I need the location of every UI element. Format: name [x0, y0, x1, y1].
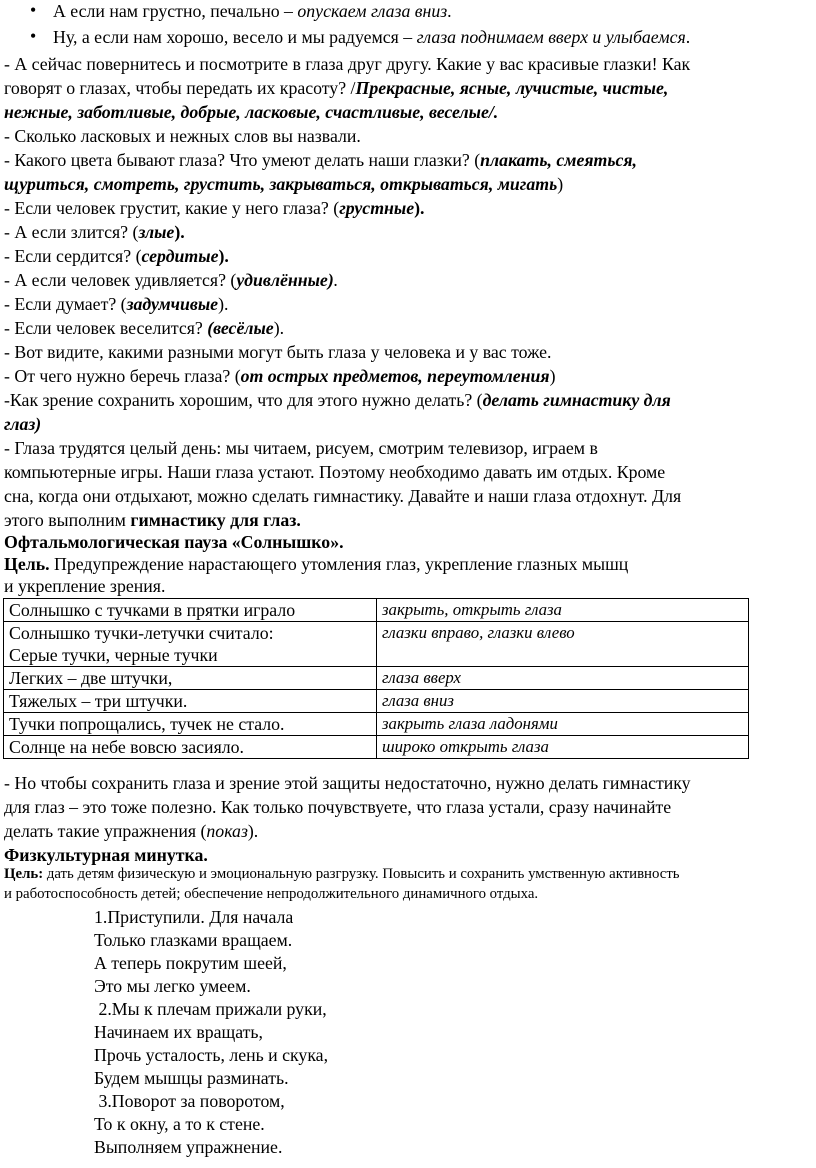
table-cell [4, 736, 377, 759]
table-cell [4, 713, 377, 736]
line-text: - Если думает? ( [4, 294, 127, 314]
poem-line: То к окну, а то к стене. [94, 1114, 265, 1134]
line-text: - Если человек веселится? [4, 318, 208, 338]
line-bold-italic: щуриться, смотреть, грустить, закрываться, открываться, мигать [4, 174, 558, 194]
line-text: говорят о глазах, чтобы передать их красоту? / [4, 78, 356, 98]
bullet-dot: • [30, 26, 37, 46]
text-line: компьютерные игры. Наши глаза устают. Поэтому необходимо давать им отдых. Кроме [4, 462, 666, 482]
text-line: нежные, заботливые, добрые, ласковые, счастливые, веселые/. [4, 102, 499, 122]
poem-line: Начинаем их вращать, [94, 1022, 263, 1042]
line-text: - А если человек удивляется? ( [4, 270, 237, 290]
line-text: ) [549, 366, 556, 386]
line-bold: гимнастику для глаз. [130, 510, 301, 530]
text-line [4, 509, 301, 532]
exercise-table [3, 598, 749, 759]
cell-text: Тяжелых – три штучки. [9, 691, 188, 711]
line-text: этого выполним [4, 510, 131, 530]
text-line: для глаз – это тоже полезно. Как только почувствуете, что глаза устали, сразу начинайте [4, 797, 672, 817]
bullet-text: А если нам грустно, печально – [53, 1, 298, 21]
cell-text: Солнышко тучки-летучки считало: [9, 623, 274, 643]
table-cell: глазки вправо, глазки влево [377, 622, 749, 667]
table-cell [4, 599, 377, 622]
line-bold-italic: сердитые [141, 246, 219, 266]
text-line [4, 149, 637, 172]
line-bold: ). [414, 198, 425, 218]
line-bold-italic: злые [138, 222, 175, 242]
cell-text: Тучки попрощались, тучек не стало. [9, 714, 285, 734]
line-text: Предупреждение нарастающего утомления глаз, укрепление глазных мышц [49, 554, 629, 574]
line-bold-italic: задумчивые [126, 294, 219, 314]
line-text: - Если человек грустит, какие у него глаза? ( [4, 198, 340, 218]
goal-label: Цель. [4, 554, 50, 574]
table-cell: широко открыть глаза [377, 736, 749, 759]
section-heading: Офтальмологическая пауза «Солнышко». [4, 532, 344, 552]
text-line [4, 245, 229, 268]
poem-line: 2.Мы к плечам прижали руки, [94, 999, 327, 1019]
line-text: дать детям физическую и эмоциональную разгрузку. Повысить и сохранить умственную активность [43, 866, 680, 882]
poem-line: Это мы легко умеем. [94, 976, 251, 996]
table-row [4, 622, 749, 667]
text-line [4, 173, 563, 196]
line-text: ) [557, 174, 564, 194]
section-heading: Физкультурная минутка. [4, 845, 208, 865]
text-line [4, 389, 671, 412]
line-bold-italic: Прекрасные, ясные, лучистые, чистые, [355, 78, 669, 98]
line-bold-italic: удивлённые) [236, 270, 334, 290]
bullet-dot: • [30, 0, 37, 20]
bullet-text: Ну, а если нам хорошо, весело и мы радуемся – [53, 27, 417, 47]
line-text: -Как зрение сохранить хорошим, что для этого нужно делать? ( [4, 390, 483, 410]
text-line: - Но чтобы сохранить глаза и зрение этой защиты недостаточно, нужно делать гимнастику [4, 773, 691, 793]
bullet-item [53, 0, 452, 23]
line-bold-italic: (весёлые [207, 318, 274, 338]
line-text: - А сейчас повернитесь и посмотрите в глаза друг другу. Какие у вас красивые глазки! Как [4, 54, 691, 74]
line-bold-italic: от острых предметов, переутомления [240, 366, 550, 386]
text-line [4, 221, 185, 244]
table-row [4, 713, 749, 736]
table-cell [4, 667, 377, 690]
text-line [4, 864, 680, 884]
table-cell: закрыть, открыть глаза [377, 599, 749, 622]
line-italic: . [333, 270, 339, 290]
line-text: ). [247, 821, 259, 841]
table-cell [4, 690, 377, 713]
poem-line: 1.Приступили. Для начала [94, 907, 294, 927]
line-italic: показ [206, 821, 248, 841]
table-row [4, 736, 749, 759]
cell-text: Легких – две штучки, [9, 668, 173, 688]
text-line: и укрепление зрения. [4, 576, 166, 596]
cell-text: Солнышко с тучками в прятки играло [9, 600, 296, 620]
table-row [4, 667, 749, 690]
bullet-item [53, 26, 690, 49]
table-cell [4, 622, 377, 667]
poem-line: Прочь усталость, лень и скука, [94, 1045, 329, 1065]
poem-line: Выполняем упражнение. [94, 1137, 283, 1157]
text-line [4, 365, 556, 388]
bullet-italic-text: глаза поднимаем вверх и улыбаемся [416, 27, 686, 47]
line-bold: ). [218, 246, 229, 266]
bullet-tail: . [447, 1, 452, 21]
table-row [4, 599, 749, 622]
poem-line: 3.Поворот за поворотом, [94, 1091, 285, 1111]
line-bold: ). [174, 222, 185, 242]
text-line [4, 77, 668, 100]
table-row [4, 690, 749, 713]
table-cell: закрыть глаза ладонями [377, 713, 749, 736]
table-cell: глаза вверх [377, 667, 749, 690]
table-cell: глаза вниз [377, 690, 749, 713]
text-line [4, 269, 338, 292]
line-text: - Если сердится? ( [4, 246, 142, 266]
text-line: глаз) [4, 414, 42, 434]
line-text: - А если злится? ( [4, 222, 139, 242]
poem-line: Только глазками вращаем. [94, 930, 293, 950]
bullet-tail: . [685, 27, 691, 47]
cell-text: Серые тучки, черные тучки [9, 645, 218, 665]
text-line [4, 293, 228, 316]
text-line [4, 197, 425, 220]
text-line: и работоспособность детей; обеспечение непродолжительного динамичного отдыха. [4, 886, 539, 902]
bullet-italic-text: опускаем глаза вниз [297, 1, 448, 21]
text-line: - Вот видите, какими разными могут быть глаза у человека и у вас тоже. [4, 342, 552, 362]
text-line [4, 53, 690, 76]
text-line: - Сколько ласковых и нежных слов вы назвали. [4, 126, 361, 146]
text-line [4, 553, 628, 576]
line-text: делать такие упражнения ( [4, 821, 207, 841]
line-bold-italic: делать гимнастику для [482, 390, 671, 410]
line-text: - От чего нужно беречь глаза? ( [4, 366, 241, 386]
line-text: - Какого цвета бывают глаза? Что умеют делать наши глазки? ( [4, 150, 481, 170]
poem-line: Будем мышцы разминать. [94, 1068, 289, 1088]
cell-text: Солнце на небе вовсю засияло. [9, 737, 244, 757]
text-line [4, 820, 258, 843]
text-line: сна, когда они отдыхают, можно сделать гимнастику. Давайте и наши глаза отдохнут. Для [4, 486, 682, 506]
line-text: ). [273, 318, 285, 338]
text-line: - Глаза трудятся целый день: мы читаем, рисуем, смотрим телевизор, играем в [4, 438, 598, 458]
line-bold-italic: плакать, смеяться, [480, 150, 637, 170]
poem-line: А теперь покрутим шеей, [94, 953, 287, 973]
line-bold-italic: грустные [339, 198, 415, 218]
line-text: ). [218, 294, 229, 314]
text-line [4, 317, 284, 340]
goal-label: Цель: [4, 866, 44, 882]
